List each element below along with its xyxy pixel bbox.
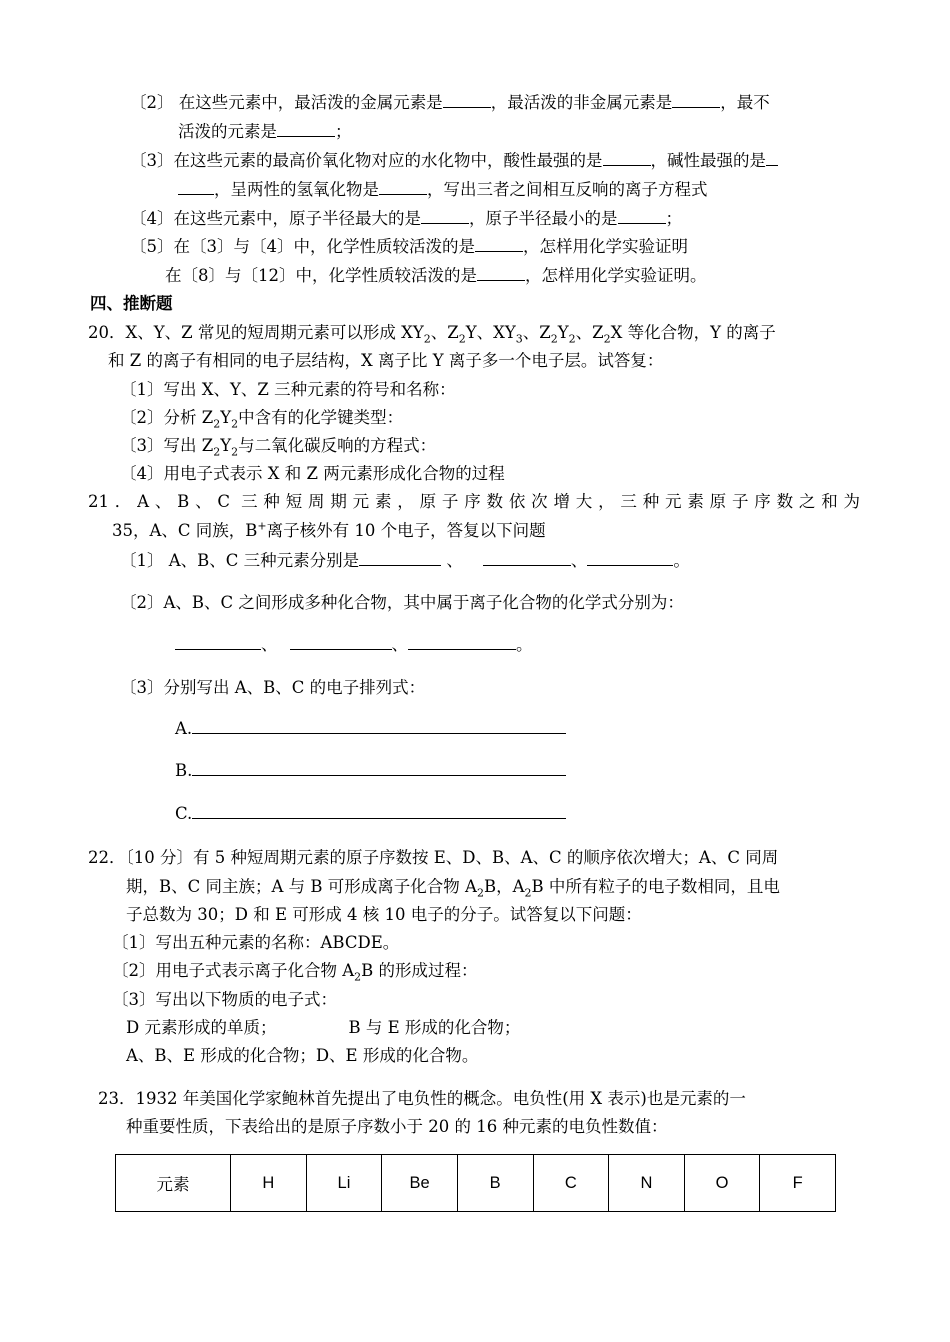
q22-sub4 bbox=[126, 1017, 520, 1039]
table-cell: Be bbox=[382, 1155, 458, 1212]
separator: 、 bbox=[570, 551, 588, 570]
answer-blank[interactable] bbox=[766, 150, 778, 166]
q21-line2 bbox=[112, 520, 546, 542]
subscript: 2 bbox=[231, 417, 239, 431]
answer-label: C. bbox=[175, 804, 193, 823]
q22-sub2 bbox=[112, 960, 478, 982]
answer-blank[interactable] bbox=[359, 550, 441, 566]
q20-sub3 bbox=[120, 435, 436, 457]
q19-part3-line1 bbox=[130, 150, 778, 172]
section-title: 四、推断题 bbox=[90, 294, 173, 313]
q20-text: 、Z bbox=[430, 323, 459, 342]
q19-p5-text: 〔5〕在〔3〕与〔4〕中，化学性质较活泼的是 bbox=[130, 237, 475, 256]
q21-sub1 bbox=[120, 550, 690, 572]
q23-line1: 23．1932 年美国化学家鲍林首先提出了电负性的概念。电负性(用 X 表示)也是元素的一 bbox=[98, 1089, 746, 1108]
answer-blank[interactable] bbox=[443, 92, 491, 108]
q22-text: D 元素形成的单质； bbox=[126, 1018, 277, 1037]
subscript: 2 bbox=[213, 445, 221, 459]
q22-text: B 中所有粒子的电子数相同，且电 bbox=[531, 877, 780, 896]
q19-p5-text: ，怎样用化学实验证明 bbox=[523, 237, 688, 256]
q20-line1 bbox=[88, 322, 776, 344]
subscript: 2 bbox=[524, 886, 532, 900]
answer-blank[interactable] bbox=[603, 150, 651, 166]
q20-line2: 和 Z 的离子有相同的电子层结构，X 离子比 Y 离子多一个电子层。试答复： bbox=[108, 351, 664, 370]
separator: 、 bbox=[446, 551, 463, 570]
q20-text: Y bbox=[557, 323, 569, 342]
q22-text: 〔2〕用电子式表示离子化合物 A bbox=[112, 961, 355, 980]
q21-sub2-blanks bbox=[175, 634, 533, 656]
q21-sub2: 〔2〕A、B、C 之间形成多种化合物，其中属于离子化合物的化学式分别为： bbox=[120, 593, 684, 612]
q19-p3-text: ，写出三者之间相互反响的离子方程式 bbox=[427, 180, 708, 199]
subscript: 3 bbox=[515, 332, 523, 346]
answer-blank[interactable] bbox=[618, 208, 666, 224]
q22-sub1: 〔1〕写出五种元素的名称：ABCDE。 bbox=[112, 933, 400, 952]
q22-line1: 22．〔10 分〕有 5 种短周期元素的原子序数按 E、D、B、A、C 的顺序依次增大；A、C 同周 bbox=[88, 848, 779, 867]
q20-text: Y、XY bbox=[465, 323, 516, 342]
answer-blank[interactable] bbox=[290, 634, 392, 650]
q19-p5-text: 在〔8〕与〔12〕中，化学性质较活泼的是 bbox=[165, 266, 477, 285]
q21-sub3: 〔3〕分别写出 A、B、C 的电子排列式： bbox=[120, 678, 426, 697]
answer-label: B. bbox=[175, 761, 193, 780]
q20-sub2 bbox=[120, 407, 403, 429]
q19-p3-text: ，呈两性的氢氧化物是 bbox=[214, 180, 379, 199]
q19-p2-text: ，最活泼的非金属元素是 bbox=[490, 93, 673, 112]
q19-p2-text: ； bbox=[335, 122, 352, 141]
q20-text: 中含有的化学键类型： bbox=[238, 408, 404, 427]
q22-sub3: 〔3〕写出以下物质的电子式： bbox=[112, 990, 337, 1009]
superscript: + bbox=[257, 519, 267, 533]
answer-blank[interactable] bbox=[379, 179, 427, 195]
table-cell: N bbox=[609, 1155, 685, 1212]
answer-line[interactable] bbox=[192, 760, 566, 776]
q20-text: 〔2〕分析 Z bbox=[120, 408, 214, 427]
answer-blank[interactable] bbox=[178, 179, 214, 195]
q20-text: 20．X、Y、Z 常见的短周期元素可以形成 XY bbox=[88, 323, 424, 342]
subscript: 2 bbox=[231, 445, 239, 459]
table-cell: F bbox=[760, 1155, 836, 1212]
q20-text: Y bbox=[220, 436, 232, 455]
q21-text: 35，A、C 同族，B bbox=[112, 521, 258, 540]
q22-line2 bbox=[126, 876, 780, 898]
q19-p5-text: ，怎样用化学实验证明。 bbox=[525, 266, 707, 285]
q19-part3-line2 bbox=[178, 179, 708, 201]
q19-p4-text: ； bbox=[665, 209, 682, 228]
separator: 。 bbox=[516, 635, 533, 654]
q22-text: B，A bbox=[483, 877, 525, 896]
q20-text: 〔3〕写出 Z bbox=[120, 436, 214, 455]
q22-line3: 子总数为 30；D 和 E 可形成 4 核 10 电子的分子。试答复以下问题： bbox=[126, 905, 642, 924]
q21-answer-a bbox=[175, 718, 566, 740]
subscript: 2 bbox=[354, 970, 362, 984]
q22-text: B 与 E 形成的化合物； bbox=[348, 1018, 521, 1037]
q19-p3-text: ，碱性最强的是 bbox=[650, 151, 766, 170]
answer-blank[interactable] bbox=[477, 265, 525, 281]
q23-line2: 种重要性质，下表给出的是原子序数小于 20 的 16 种元素的电负性数值： bbox=[126, 1117, 668, 1136]
subscript: 2 bbox=[476, 886, 484, 900]
answer-blank[interactable] bbox=[277, 121, 335, 137]
q20-text: 、Z bbox=[575, 323, 604, 342]
subscript: 2 bbox=[213, 417, 221, 431]
answer-label: A. bbox=[175, 719, 193, 738]
q19-p4-text: 〔4〕在这些元素中，原子半径最大的是 bbox=[130, 209, 421, 228]
subscript: 2 bbox=[568, 332, 576, 346]
answer-blank[interactable] bbox=[408, 634, 516, 650]
q19-p3-text: 〔3〕在这些元素的最高价氧化物对应的水化物中，酸性最强的是 bbox=[130, 151, 603, 170]
table-header-cell: 元素 bbox=[116, 1155, 231, 1212]
q20-text: Y bbox=[220, 408, 232, 427]
separator: 、 bbox=[261, 635, 278, 654]
answer-blank[interactable] bbox=[475, 236, 523, 252]
answer-blank[interactable] bbox=[421, 208, 469, 224]
table-cell: Li bbox=[306, 1155, 382, 1212]
q21-answer-b bbox=[175, 760, 566, 782]
table-cell: C bbox=[533, 1155, 609, 1212]
q20-text: 与二氧化碳反响的方程式： bbox=[238, 436, 437, 455]
answer-line[interactable] bbox=[192, 803, 566, 819]
answer-blank[interactable] bbox=[175, 634, 261, 650]
q20-sub4: 〔4〕用电子式表示 X 和 Z 两元素形成化合物的过程 bbox=[120, 464, 505, 483]
q19-part5-line2 bbox=[165, 265, 707, 287]
q21-text: 离子核外有 10 个电子，答复以下问题 bbox=[266, 521, 546, 540]
separator: 、 bbox=[391, 635, 408, 654]
separator: 。 bbox=[673, 551, 690, 570]
table-cell: B bbox=[457, 1155, 533, 1212]
subscript: 2 bbox=[423, 332, 431, 346]
table-row bbox=[116, 1155, 836, 1212]
q21-line1: 21．A、B、C 三种短周期元素，原子序数依次增大，三种元素原子序数之和为 bbox=[88, 492, 860, 511]
answer-line[interactable] bbox=[192, 718, 566, 734]
table-cell: O bbox=[684, 1155, 760, 1212]
q20-text: X 等化合物，Y 的离子 bbox=[610, 323, 776, 342]
answer-blank[interactable] bbox=[587, 550, 673, 566]
q21-answer-c bbox=[175, 803, 566, 825]
q19-p2-text: 活泼的元素是 bbox=[178, 122, 277, 141]
electronegativity-table bbox=[115, 1154, 836, 1212]
q19-part5-line1 bbox=[130, 236, 688, 258]
q19-p4-text: ，原子半径最小的是 bbox=[469, 209, 618, 228]
q22-text: B 的形成过程： bbox=[361, 961, 478, 980]
q19-part2-line1 bbox=[130, 92, 770, 114]
q19-p2-text: 〔2〕 在这些元素中，最活泼的金属元素是 bbox=[130, 93, 443, 112]
q19-part4 bbox=[130, 208, 682, 230]
table-cell: H bbox=[231, 1155, 307, 1212]
q21-text: 〔1〕 A、B、C 三种元素分别是 bbox=[120, 551, 360, 570]
answer-blank[interactable] bbox=[483, 550, 571, 566]
q19-p2-text: ，最不 bbox=[720, 93, 770, 112]
subscript: 2 bbox=[603, 332, 611, 346]
answer-blank[interactable] bbox=[672, 92, 720, 108]
q22-sub5: A、B、E 形成的化合物；D、E 形成的化合物。 bbox=[126, 1046, 479, 1065]
subscript: 2 bbox=[550, 332, 558, 346]
q20-text: 、Z bbox=[522, 323, 551, 342]
q19-part2-line2 bbox=[178, 121, 352, 143]
subscript: 2 bbox=[458, 332, 466, 346]
q20-sub1: 〔1〕写出 X、Y、Z 三种元素的符号和名称： bbox=[120, 380, 456, 399]
q22-text: 期，B、C 同主族；A 与 B 可形成离子化合物 A bbox=[126, 877, 477, 896]
